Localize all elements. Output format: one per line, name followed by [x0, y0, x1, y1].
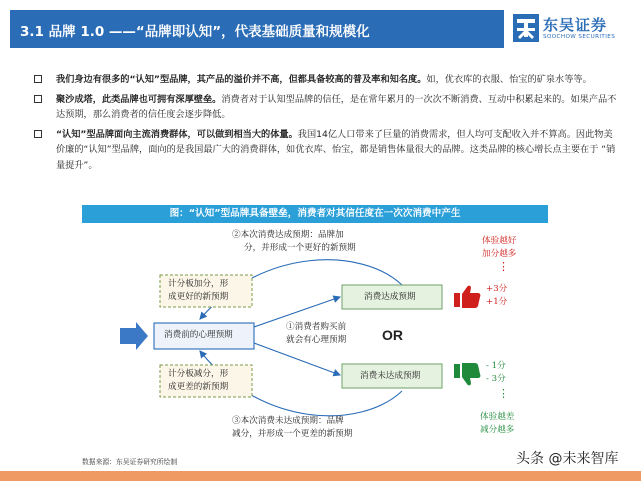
dots-down: ⋮	[498, 387, 509, 400]
note-bottom-line1: ③本次消费未达成预期：品牌	[232, 416, 344, 426]
box-good-line1: 计分板加分，形	[168, 279, 229, 289]
note-bottom-line2: 减分，并形成一个更差的新预期	[232, 429, 353, 439]
thumbs-down-icon	[454, 363, 480, 385]
bullet-text: 我国14亿人口带来了巨量的消费需求，但人均可支配收入并不算高。因此物美价廉的“认知”型品牌，面向的是我国最广大的消费群体，如优衣库、怡宝，都是销售体量很大的品牌。这类品牌的核心增长点主要在于 “销量提升”。	[56, 128, 616, 171]
score-plus3: +3分	[486, 284, 508, 294]
note-top-line1: ②本次消费达成预期：品牌加	[232, 230, 344, 240]
bullet-text: 如，优衣库的衣服、怡宝的矿泉水等等。	[426, 74, 592, 85]
experience-up-line2: 加分越多	[482, 249, 517, 259]
bullet-item	[34, 127, 620, 174]
bullet-bold: 聚沙成塔，此类品牌也可拥有深厚壁垒。	[56, 93, 222, 105]
figure-diagram	[82, 223, 548, 443]
checkbox-bullet-icon	[34, 75, 42, 83]
box-start-label: 消费前的心理预期	[164, 330, 233, 340]
logo-name-en: SOOCHOW SECURITIES	[543, 34, 616, 40]
figure-title: 图：“认知”型品牌具备壁垒，消费者对其信任度在一次次消费中产生	[82, 205, 548, 223]
note-top-line2: 分，并形成一个更好的新预期	[244, 243, 356, 253]
watermark: 头条 @未来智库	[516, 451, 619, 467]
dots-up: ⋮	[498, 260, 509, 273]
bullet-item	[34, 72, 620, 88]
center-note-line1: ①消费者购买前	[286, 322, 347, 332]
score-minus1: - 1分	[486, 361, 506, 371]
thumbs-up-icon	[454, 286, 480, 308]
score-minus3: - 3分	[486, 374, 506, 384]
box-bad-line1: 计分板减分，形	[168, 369, 229, 379]
bullet-text: 消费者对于认知型品牌的信任，是在常年累月的一次次不断消费、互动中积累起来的。如果产品不达预期，那么消费者的信任度会逐步降低。	[56, 93, 617, 121]
experience-down-line2: 减分越多	[480, 425, 515, 435]
bullet-bold: 我们身边有很多的“认知”型品牌，其产品的溢价并不高，但都具备较高的普及率和知名度。	[56, 74, 427, 85]
experience-up-line1: 体验越好	[482, 236, 517, 246]
bullet-item	[34, 92, 620, 123]
brand-logo	[513, 12, 633, 46]
bullet-list	[34, 72, 620, 178]
experience-down-line1: 体验越差	[480, 412, 515, 422]
box-good-line2: 成更好的新预期	[168, 292, 229, 302]
header	[0, 0, 641, 58]
box-not-met-label: 消费未达成预期	[360, 371, 421, 381]
checkbox-bullet-icon	[34, 95, 42, 103]
source-note: 数据来源：东吴证券研究所绘制	[82, 458, 178, 466]
box-met-label: 消费达成预期	[364, 292, 416, 302]
logo-mark-icon	[513, 14, 539, 42]
center-note-line2: 就会有心理预期	[286, 335, 347, 345]
arrow-to-not-met	[254, 343, 340, 375]
box-bad-line2: 成更差的新预期	[168, 382, 229, 392]
right-arrow-icon	[120, 322, 148, 350]
bullet-bold: “认知”型品牌面向主流消费群体，可以做到相当大的体量。	[56, 128, 298, 140]
bottom-accent-bar	[0, 471, 641, 481]
score-plus1: +1分	[486, 297, 508, 307]
page-title: 3.1 品牌 1.0 ——“品牌即认知”，代表基础质量和规模化	[20, 24, 370, 40]
logo-name-cn: 东吴证券	[543, 16, 608, 34]
or-label: OR	[382, 327, 403, 343]
checkbox-bullet-icon	[34, 130, 42, 138]
